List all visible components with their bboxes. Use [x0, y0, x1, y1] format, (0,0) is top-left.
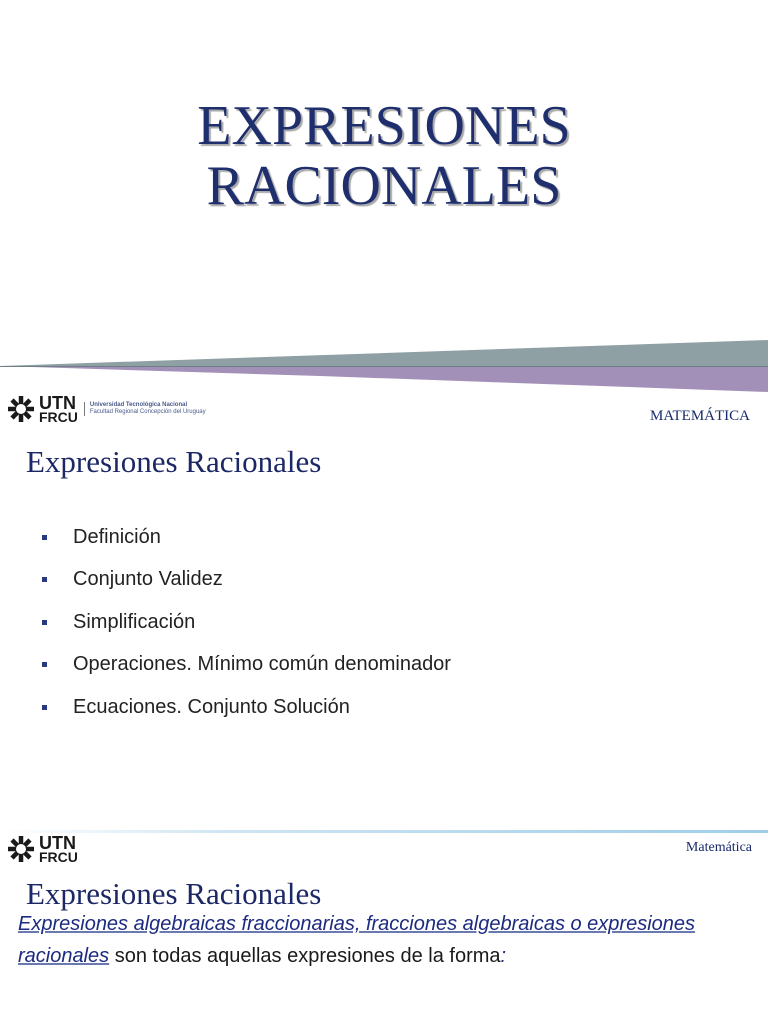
logo-frcu: FRCU	[39, 408, 78, 425]
list-item	[42, 516, 451, 559]
utn-gear-icon	[6, 834, 36, 864]
list-item-text: Conjunto Validez	[73, 568, 223, 591]
bullet-icon	[42, 577, 47, 582]
title-line-2: RACIONALES	[206, 155, 562, 217]
subject-label: MATEMÁTICA	[650, 408, 750, 424]
logo-frcu: FRCU	[39, 848, 78, 865]
utn-frcu-logo	[6, 394, 206, 424]
bullet-icon	[42, 535, 47, 540]
slide-title	[0, 96, 768, 216]
title-slide	[0, 0, 768, 392]
definition-paragraph	[18, 908, 758, 972]
list-item-text: Operaciones. Mínimo común denominador	[73, 653, 451, 676]
bullet-icon	[42, 705, 47, 710]
contents-slide	[0, 392, 768, 810]
title-line-1: EXPRESIONES	[197, 95, 571, 157]
header-rule	[0, 830, 768, 833]
university-name: Universidad Tecnológica Nacional	[89, 401, 188, 408]
list-item	[42, 644, 451, 687]
subject-label: Matemática	[685, 840, 752, 855]
list-item-text: Simplificación	[73, 610, 196, 633]
slide-heading: Expresiones Racionales	[26, 876, 322, 911]
bullet-icon	[42, 662, 47, 667]
slide-heading: Expresiones Racionales	[26, 444, 322, 479]
logo-wordmark	[39, 392, 78, 425]
faculty-name: Facultad Regional Concepción del Uruguay	[89, 409, 206, 415]
list-item	[42, 686, 451, 729]
utn-gear-icon	[6, 394, 36, 424]
logo-utn: UTN	[39, 832, 76, 853]
list-item	[42, 601, 451, 644]
definition-slide	[0, 810, 768, 1024]
logo-wordmark	[39, 832, 78, 865]
topics-list	[42, 516, 451, 729]
paragraph-colon: :	[500, 945, 507, 967]
italic-term-1: Expresiones algebraicas fraccionarias, fracciones algebraicas o expresiones	[18, 913, 696, 935]
list-item-text: Definición	[73, 525, 161, 548]
list-item	[42, 559, 451, 602]
logo-utn: UTN	[39, 392, 76, 413]
decorative-swoosh	[0, 336, 768, 392]
utn-frcu-logo	[6, 834, 78, 864]
logo-university-text	[84, 402, 206, 416]
paragraph-rest: son todas aquellas expresiones de la forma	[109, 945, 501, 967]
italic-term-2: racionales	[18, 945, 110, 967]
list-item-text: Ecuaciones. Conjunto Solución	[73, 695, 350, 718]
bullet-icon	[42, 620, 47, 625]
